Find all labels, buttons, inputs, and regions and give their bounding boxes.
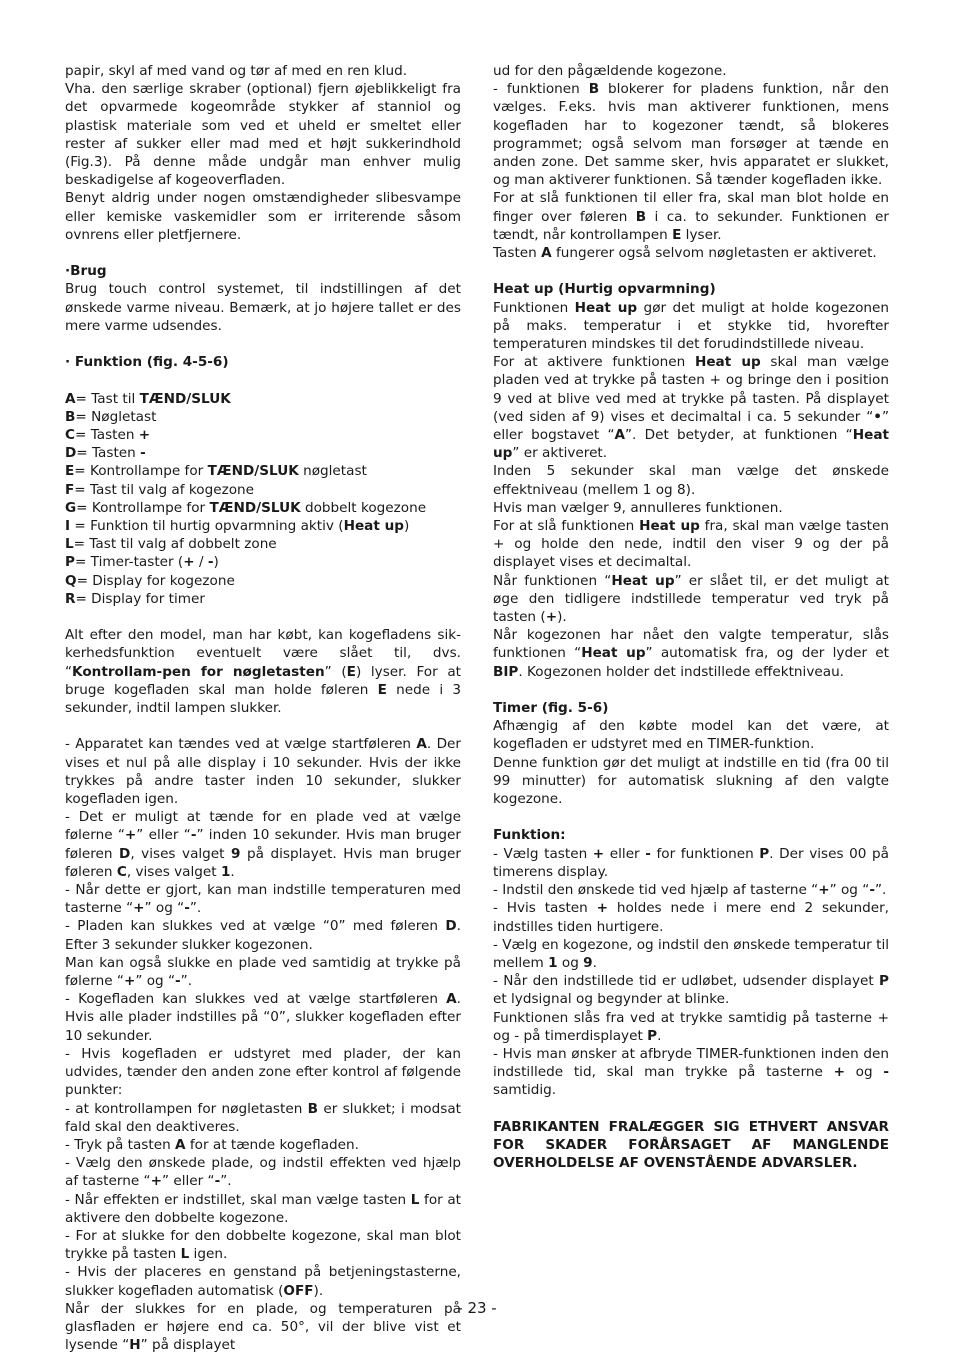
paragraph: - at kontrollampen for nøgletasten B er slukket; i modsat fald skal den deaktiveres. xyxy=(65,1100,461,1135)
paragraph: ·Brug xyxy=(65,263,107,280)
paragraph: papir, skyl af med vand og tør af med en ren klud. xyxy=(65,63,408,79)
paragraph: Når der slukkes for en plade, og temperaturen på glasfladen er højere end ca. 50°, vil der blive vist et lysende “H” på displayet xyxy=(65,1300,461,1354)
paragraph: - Hvis kogefladen er udstyret med plader, der kan udvides, tænder den anden zone efter kontrol af følgende punkter: xyxy=(65,1045,461,1099)
paragraph: Heat up (Hurtig opvarmning) xyxy=(493,281,716,298)
paragraph: - Tryk på tasten A for at tænde kogefladen. xyxy=(65,1136,359,1153)
paragraph: Alt efter den model, man har købt, kan kogefladens sik-kerhedsfunktion eventuelt være slået til, dvs. “Kontrollam-pen for nøgletasten” (E) lyser. For at bruge kogefladen skal man holde føleren E nede i 3 sekunder, indtil lampen slukker. xyxy=(65,627,461,717)
paragraph: ud for den pågældende kogezone. xyxy=(493,63,727,79)
paragraph: A= Tast til TÆND/SLUK xyxy=(65,390,231,407)
paragraph: Denne funktion gør det muligt at indstille en tid (fra 00 til 99 minutter) for automatisk slukning af den valgte kogezone. xyxy=(493,754,889,808)
paragraph: - Vælg tasten + eller - for funktionen P. Der vises 00 på timerens display. xyxy=(493,845,889,880)
paragraph: E= Kontrollampe for TÆND/SLUK nøgletast xyxy=(65,463,367,480)
paragraph: L= Tast til valg af dobbelt zone xyxy=(65,536,277,553)
paragraph: F= Tast til valg af kogezone xyxy=(65,481,254,498)
paragraph: - Når dette er gjort, kan man indstille temperaturen med tasterne “+” og “-”. xyxy=(65,882,461,917)
paragraph xyxy=(493,808,889,826)
paragraph: - Hvis der placeres en genstand på betjeningstasterne, slukker kogefladen automatisk (OFF). xyxy=(65,1264,461,1299)
paragraph: Funktionen slås fra ved at trykke samtidig på tasterne + og - på timerdisplayet P. xyxy=(493,1009,889,1044)
paragraph: Inden 5 sekunder skal man vælge det ønskede effektniveau (mellem 1 og 8). xyxy=(493,463,889,498)
paragraph: For at slå funktionen til eller fra, skal man blot holde en finger over føleren B i ca. to sekunder. Funktionen er tændt, når kontrollampen E lyser. xyxy=(493,190,889,243)
paragraph: FABRIKANTEN FRALÆGGER SIG ETHVERT ANSVAR FOR SKADER FORÅRSAGET AF MANGLENDE OVERHOLDELSE AF OVENSTÅENDE ADVARSLER. xyxy=(493,1118,889,1172)
paragraph: Brug touch control systemet, til indstillingen af det ønskede varme niveau. Bemærk, at jo højere tallet er des mere varme udsendes. xyxy=(65,281,461,334)
paragraph: - Apparatet kan tændes ved at vælge startføleren A. Der vises et nul på alle display i 10 sekunder. Hvis der ikke trykkes på andre taster inden 10 sekunder, slukker kogefladen igen. xyxy=(65,736,461,808)
paragraph: Benyt aldrig under nogen omstændigheder slibesvampe eller kemiske vaskemidler som er irriterende såsom ovnrens eller pletfjernere. xyxy=(65,190,461,243)
paragraph: I = Funktion til hurtig opvarmning aktiv (Heat up) xyxy=(65,518,410,535)
paragraph: G= Kontrollampe for TÆND/SLUK dobbelt kogezone xyxy=(65,499,427,516)
right-column xyxy=(493,62,889,1172)
paragraph: · Funktion (fig. 4-5-6) xyxy=(65,354,229,371)
paragraph: Tasten A fungerer også selvom nøgletasten er aktiveret. xyxy=(493,245,877,262)
paragraph xyxy=(65,335,461,353)
paragraph xyxy=(493,681,889,699)
paragraph: - Kogefladen kan slukkes ved at vælge startføleren A. Hvis alle plader indstilles på “0”, slukker kogefladen efter 10 sekunder. xyxy=(65,991,461,1044)
paragraph: P= Timer-taster (+ / -) xyxy=(65,554,219,571)
paragraph: - Når den indstillede tid er udløbet, udsender displayet P et lydsignal og begynder at blinke. xyxy=(493,973,889,1008)
paragraph: - Indstil den ønskede tid ved hjælp af tasterne “+” og “-”. xyxy=(493,882,887,899)
paragraph: Vha. den særlige skraber (optional) fjern øjeblikkeligt fra det opvarmede kogeområde stykker af stanniol og plastisk materiale som ved et uheld er smeltet eller rester af sukker eller mad med et højt sukkerindhold (Fig.3). På denne måde undgår man enhver mulig beskadigelse af kogeoverfladen. xyxy=(65,81,461,189)
paragraph: C= Tasten + xyxy=(65,427,151,444)
paragraph: For at aktivere funktionen Heat up skal man vælge pladen ved at trykke på tasten + og bringe den i position 9 ved at blive ved med at trykke på tasten. På displayet (ved siden af 9) vises et decimaltal i ca. 5 sekunder “•” eller bogstavet “A”. Det betyder, at funktionen “Heat up” er aktiveret. xyxy=(493,354,889,462)
paragraph: - Pladen kan slukkes ved at vælge “0” med føleren D. Efter 3 sekunder slukker kogezonen. xyxy=(65,918,461,953)
paragraph xyxy=(65,371,461,389)
paragraph: Afhængig af den købte model kan det være, at kogefladen er udstyret med en TIMER-funktion. xyxy=(493,718,889,753)
paragraph: Q= Display for kogezone xyxy=(65,572,235,589)
paragraph: - Hvis tasten + holdes nede i mere end 2 sekunder, indstilles tiden hurtigere. xyxy=(493,900,890,935)
paragraph: Timer (fig. 5-6) xyxy=(493,700,609,717)
paragraph: Når kogezonen har nået den valgte temperatur, slås funktionen “Heat up” automatisk fra, og der lyder et BIP. Kogezonen holder det indstillede effektniveau. xyxy=(493,627,889,680)
paragraph: Funktion: xyxy=(493,827,566,844)
paragraph: Hvis man vælger 9, annulleres funktionen. xyxy=(493,499,783,516)
paragraph: - For at slukke for den dobbelte kogezone, skal man blot trykke på tasten L igen. xyxy=(65,1227,461,1263)
paragraph: D= Tasten - xyxy=(65,445,146,462)
paragraph: Funktionen Heat up gør det muligt at holde kogezonen på maks. temperatur i et stykke tid, hvorefter temperaturen mindskes til det forudindstillede niveau. xyxy=(493,299,889,353)
left-column xyxy=(65,62,461,1354)
paragraph: - Vælg en kogezone, og indstil den ønskede temperatur til mellem 1 og 9. xyxy=(493,936,889,971)
page-number: - 23 - xyxy=(457,1299,497,1317)
paragraph: - Hvis man ønsker at afbryde TIMER-funktionen inden den indstillede tid, skal man trykke på tasterne + og - samtidig. xyxy=(493,1045,889,1099)
paragraph xyxy=(65,608,461,626)
paragraph: R= Display for timer xyxy=(65,590,205,607)
paragraph: Man kan også slukke en plade ved samtidig at trykke på følerne “+” og “-”. xyxy=(65,954,461,990)
paragraph: Når funktionen “Heat up” er slået til, er det muligt at øge den tidligere indstillede temperatur ved tryk på tasten (+). xyxy=(493,572,889,626)
paragraph: B= Nøgletast xyxy=(65,408,157,425)
paragraph: - Når effekten er indstillet, skal man vælge tasten L for at aktivere den dobbelte kogezone. xyxy=(65,1191,462,1226)
paragraph: For at slå funktionen Heat up fra, skal man vælge tasten + og holde den nede, indtil den viser 9 og der på displayet vises et decimaltal. xyxy=(493,518,889,571)
paragraph: - Det er muligt at tænde for en plade ved at vælge følerne “+” eller “-” inden 10 sekunder. Hvis man bruger føleren D, vises valget 9 på displayet. Hvis man bruger føleren C, vises valget 1. xyxy=(65,809,462,880)
paragraph: - funktionen B blokerer for pladens funktion, når den vælges. F.eks. hvis man aktiverer funktionen, mens kogefladen har to kogezoner tændt, så blokeres programmet; også selvom man forsøger at tænde en anden zone. Det samme sker, hvis apparatet er slukket, og man aktiverer funktionen. Så tænder kogefladen ikke. xyxy=(493,81,889,189)
paragraph xyxy=(65,244,461,262)
paragraph xyxy=(493,262,889,280)
paragraph: - Vælg den ønskede plade, og indstil effekten ved hjælp af tasterne “+” eller “-”. xyxy=(65,1155,461,1190)
paragraph xyxy=(65,717,461,735)
paragraph xyxy=(493,1100,889,1118)
